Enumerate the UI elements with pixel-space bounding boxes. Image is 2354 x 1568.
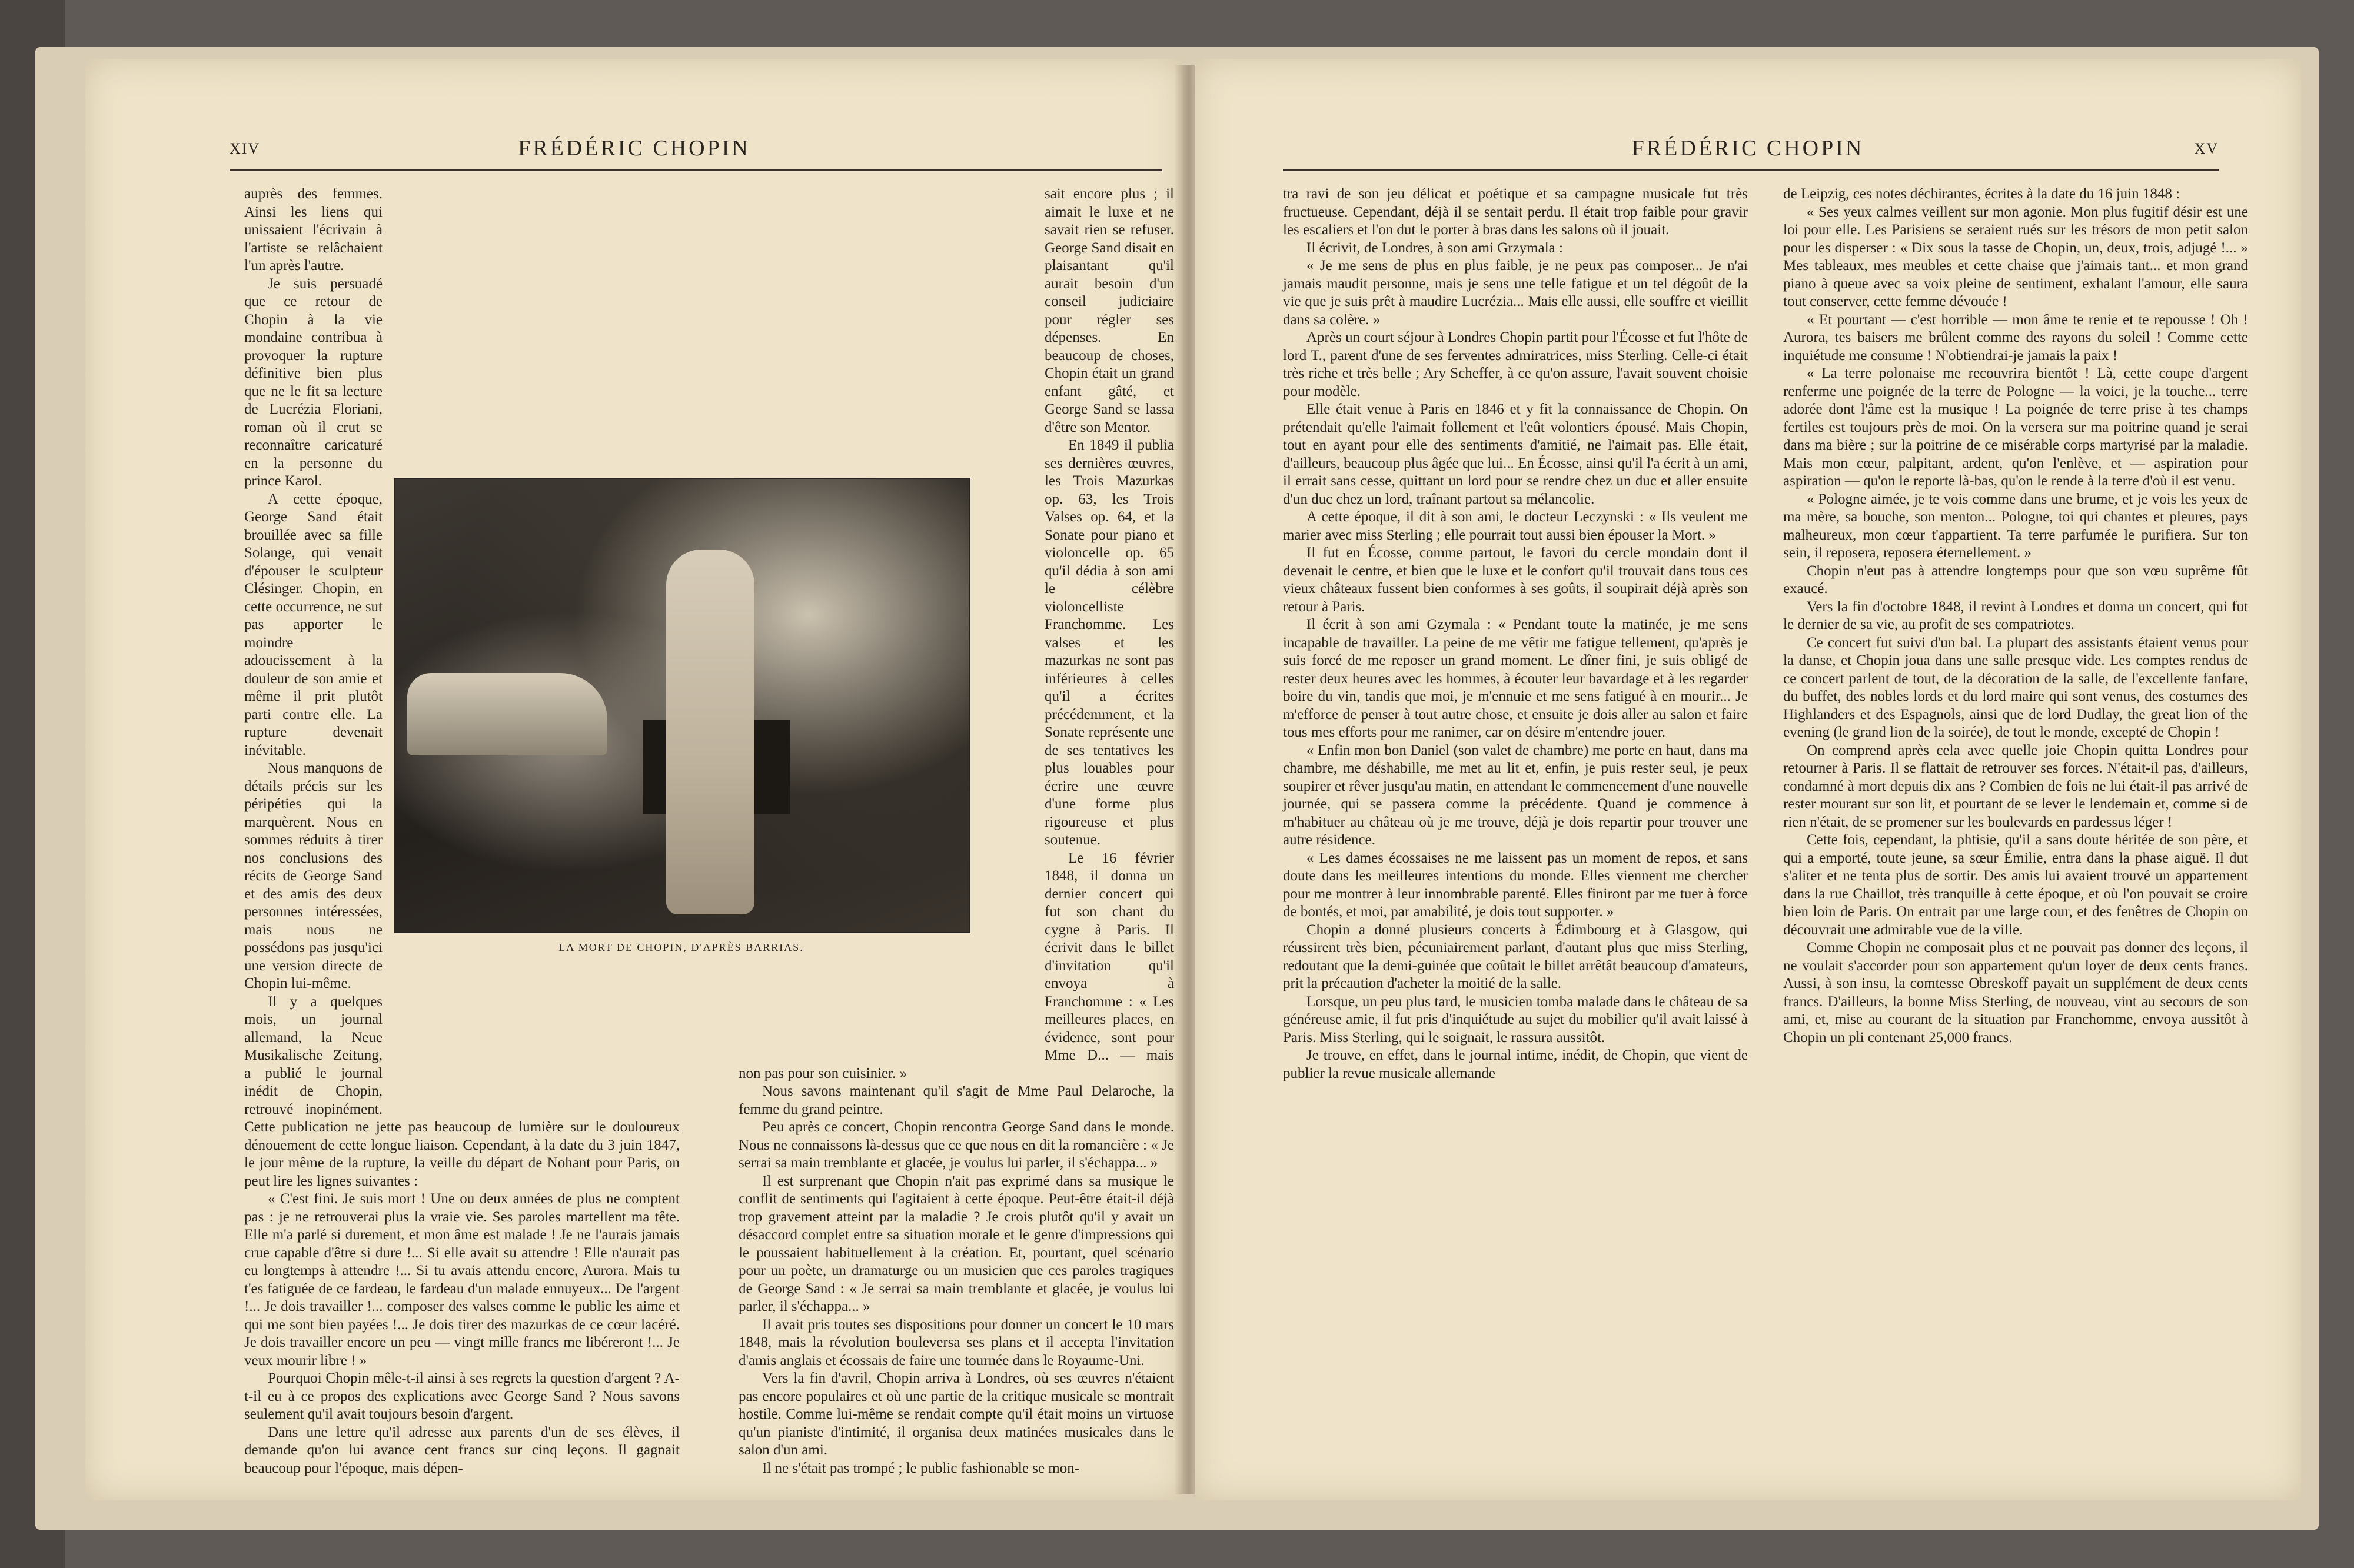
header-rule	[1283, 169, 2219, 171]
paragraph: « Je me sens de plus en plus faible, je ne peux pas composer... Je n'ai jamais maudit personne, mais je sens une telle fatigue et un tel dégoût de la vie que je suis prêt à maudire Lucrézia... Mais elle aussi, elle souffre et vieillit dans sa colère. »	[1283, 258, 1748, 328]
running-title: FRÉDÉRIC CHOPIN	[518, 136, 750, 161]
text-column-2	[1783, 185, 2248, 1047]
paragraph: Le 16 février 1848, il donna un dernier concert qui fut son chant du cygne à Paris. Il écrivit dans le billet d'invitation qu'il envoya à Franchomme : « Les meilleures places, en évidence, sont pour Mme D... — mais non pas pour son cuisinier. »	[739, 850, 1174, 1081]
paragraph: Ce concert fut suivi d'un bal. La plupart des assistants étaient venus pour la danse, et Chopin joua dans une salle presque vide. Les comptes rendus de ce concert parlent de tout, de la décoration de la salle, de l'excellente fanfare, du buffet, des nobles lords et du lord maire qui sont venus, des costumes des Highlanders et des Espagnols, ainsi que de lord Dudlay, the great lion of the evening (le grand lion de la soirée), de tout le monde, excepté de Chopin !	[1783, 634, 2248, 740]
paragraph: En 1849 il publia ses dernières œuvres, les Trois Mazurkas op. 63, les Trois Valses op. 64, et la Sonate pour piano et violoncelle op. 65 qu'il dédia à son ami le célèbre violoncelliste Franchomme. Les valses et les mazurkas ne sont pas inférieures à celles qu'il a écrites précédemment, et la Sonate représente une de ses tentatives les plus louables pour écrire une œuvre d'une forme plus rigoureuse et plus soutenue.	[1045, 437, 1174, 848]
paragraph: Chopin a donné plusieurs concerts à Édimbourg et à Glasgow, qui réussirent très bien, pécuniairement parlant, d'autant plus que miss Sterling, redoutant que la demi-guinée que coûtait le billet arrêtât beaucoup d'amateurs, prit la précaution d'acheter la moitié de la salle.	[1283, 921, 1748, 991]
page-number: XIV	[230, 140, 261, 157]
paragraph: Cette fois, cependant, la phtisie, qu'il a sans doute héritée de son père, et qui a emporté, toute jeune, sa sœur Émilie, entra dans la phase aiguë. Il dut s'aliter et ne tenta plus de sortir. Des amis lui avaient trouvé un appartement dans la rue Chaillot, très tranquille à cette époque, et où l'on pouvait se croire bien loin de Paris. On entrait par une large cour, et des fenêtres de Chopin on découvrait une admirable vue de la ville.	[1783, 832, 2248, 938]
paragraph: « Les dames écossaises ne me laissent pas un moment de repos, et sans doute dans les meilleures intentions du monde. Elles viennent me chercher pour me montrer à leur innombrable parenté. Elles finiront par me tuer à force de bontés, et moi, par amabilité, je dois tout supporter. »	[1283, 850, 1748, 920]
paragraph: Nous manquons de détails précis sur les péripéties qui la marquèrent. Nous en sommes réduits à tirer nos conclusions des récits de George Sand et des amis des deux personnes intéressées, mais nous ne possédons pas jusqu'ici une version directe de Chopin lui-même.	[244, 760, 383, 991]
paragraph: Il y a quelques mois, un journal allemand, la Neue Musikalische Zeitung, a publié le journal inédit de Chopin, retrouvé inopinément. Cette publication ne jette pas beaucoup de lumière sur le douloureux dénouement de cette longue liaison. Cependant, à la date du 3 juin 1847, le jour même de la rupture, la veille du départ de Nohant pour Paris, on peut lire les lignes suivantes :	[244, 993, 680, 1189]
paragraph: On comprend après cela avec quelle joie Chopin quitta Londres pour retourner à Paris. Il se flattait de retrouver ses forces. N'était-il pas, d'ailleurs, condamné à mort depuis dix ans ? Combien de fois ne lui était-il pas arrivé de rester mourant sur son lit, et pourtant de se lever le lendemain et, comme si de rien n'était, de se promener sur les boulevards en pardessus léger !	[1783, 742, 2248, 830]
text-column-1	[1283, 185, 1748, 1083]
paragraph: de Leipzig, ces notes déchirantes, écrites à la date du 16 juin 1848 :	[1783, 186, 2180, 202]
paragraph: sait encore plus ; il aimait le luxe et ne savait rien se refuser. George Sand disait en plaisantant qu'il aurait besoin d'un conseil judiciaire pour régler ses dépenses. En beaucoup de choses, Chopin était un grand enfant gâté, et George Sand se lassa d'être son Mentor.	[1045, 186, 1174, 435]
paragraph: « C'est fini. Je suis mort ! Une ou deux années de plus ne comptent pas : je ne retrouverai plus la vraie vie. Ses paroles martellent ma tête. Elle m'a parlé si durement, et mon âme est malade ! Je ne l'aurais jamais crue capable d'être si dure !... Si elle avait su attendre ! Elle n'aurait pas eu longtemps à attendre !... Si tu avais attendu encore, Aurora. Mais tu t'es fatiguée de ce fardeau, le fardeau d'un malade ennuyeux... De l'argent !... Je dois travailler !... composer des valses comme le public les aime et qui me sont bien payées !... Je dois tirer des mazurkas de ce cœur lacéré. Je dois travailler encore un peu — vingt mille francs me libéreront !... Je veux mourir libre ! »	[244, 1191, 680, 1369]
paragraph: Il est surprenant que Chopin n'ait pas exprimé dans sa musique le conflit de sentiments qui l'agitaient à cette époque. Peut-être était-il déjà trop gravement atteint par la maladie ? Je crois plutôt qu'il y avait un désaccord complet entre sa situation morale et le genre d'impressions qui le poussaient habituellement à la création. Et, pourtant, quel scénario pour un poète, un dramaturge ou un musicien que ces paroles tragiques de George Sand : « Je serrai sa main tremblante et glacée, je voulus lui parler, il s'échappa... »	[739, 1173, 1174, 1314]
paragraph: « Pologne aimée, je te vois comme dans une brume, et je vois les yeux de ma mère, sa bouche, son menton... Pologne, toi qui chantes et pleures, pays malheureux, mon cœur t'appartient. Ta terre parfumée le purifiera. Sur ton sein, il reposera, reposera éternellement. »	[1783, 491, 2248, 561]
illustration-bed	[407, 673, 607, 755]
paragraph: Il ne s'était pas trompé ; le public fashionable se mon-	[762, 1460, 1080, 1476]
paragraph: Il écrit à son ami Gzymala : « Pendant toute la matinée, je me sens incapable de travailler. La peine de me vêtir me fatigue tellement, qu'après je suis forcé de me reposer un grand moment. Le dîner fini, je suis obligé de rester deux heures avec les hommes, à écouter leur bavardage et à les regarder boire du vin, tandis que moi, je m'ennuie et me sens fatigué à en mourir... Je m'efforce de penser à tout autre chose, et ensuite je dois aller au salon et faire tous mes efforts pour me ranimer, car on désire m'entendre jouer.	[1283, 617, 1748, 740]
left-page	[85, 59, 1183, 1500]
paragraph: Nous savons maintenant qu'il s'agit de Mme Paul Delaroche, la femme du grand peintre.	[739, 1083, 1174, 1117]
paragraph: « Et pourtant — c'est horrible — mon âme te renie et te repousse ! Oh ! Aurora, tes baisers me brûlent comme des rayons du soleil ! Comme cette inquiétude me consume ! N'obtiendrai-je jamais la paix !	[1783, 311, 2248, 364]
paragraph: Il avait pris toutes ses dispositions pour donner un concert le 10 mars 1848, mais la révolution bouleversa ses plans et il accepta l'invitation d'amis anglais et écossais de faire une tournée dans le Royaume-Uni.	[739, 1316, 1174, 1369]
paragraph: Pourquoi Chopin mêle-t-il ainsi à ses regrets la question d'argent ? A-t-il eu à ce propos des explications avec George Sand ? Nous savons seulement qu'il avait toujours besoin d'argent.	[244, 1370, 680, 1422]
paragraph: A cette époque, il dit à son ami, le docteur Leczynski : « Ils veulent me marier avec miss Sterling ; elle pourrait tout aussi bien épouser la Mort. »	[1283, 509, 1748, 543]
figure-caption: LA MORT DE CHOPIN, D'APRÈS BARRIAS.	[558, 941, 804, 953]
paragraph: auprès des femmes. Ainsi les liens qui unissaient l'écrivain à l'artiste se relâchaient l'un après l'autre.	[244, 186, 383, 274]
page-number: XV	[2194, 140, 2219, 157]
paragraph: Dans une lettre qu'il adresse aux parents d'un de ses élèves, il demande qu'on lui avance cent francs sur cinq leçons. Il gagnait beaucoup pour l'époque, mais dépen-	[244, 1424, 680, 1476]
running-head	[1195, 135, 2301, 171]
paragraph: Comme Chopin ne composait plus et ne pouvait pas donner des leçons, il ne voulait s'accorder pour son appartement qu'un loyer de deux cents francs. Aussi, à son insu, la comtesse Obreskoff payait un supplément de deux cents francs. D'ailleurs, la bonne Miss Sterling, de nouveau, vint au secours de son ami, et, mise au courant de la situation par Franchomme, envoya aussitôt à Chopin un pli contenant 25,000 francs.	[1783, 940, 2248, 1046]
running-head	[85, 135, 1183, 171]
running-title: FRÉDÉRIC CHOPIN	[1631, 136, 1864, 161]
paragraph: Il écrivit, de Londres, à son ami Grzymala :	[1306, 239, 1563, 256]
header-rule	[230, 169, 1162, 171]
paragraph: Vers la fin d'octobre 1848, il revint à Londres et donna un concert, qui fut le dernier de sa vie, au profit de ses compatriotes.	[1783, 598, 2248, 632]
paragraph: Chopin n'eut pas à attendre longtemps pour que son vœu suprême fût exaucé.	[1783, 562, 2248, 597]
paragraph: « Ses yeux calmes veillent sur mon agonie. Mon plus fugitif désir est une loi pour elle. Les Parisiens se seraient rués sur les trésors de mon petit salon pour les disperser : « Dix sous la tasse de Chopin, un, deux, trois, adjugé !... » Mes tableaux, mes meubles et cette chaise que j'aimais tant... et mon grand piano à queue avec sa voix pleine de sentiment, exhalant l'amour, elle saura tout conserver, cette femme dévouée !	[1783, 204, 2248, 309]
paragraph: Peu après ce concert, Chopin rencontra George Sand dans le monde. Nous ne connaissons là-dessus que ce que nous en dit la romancière : « Je serrai sa main tremblante et glacée, je voulus lui parler, il s'échappa... »	[739, 1119, 1174, 1171]
paragraph: « La terre polonaise me recouvrira bientôt ! Là, cette coupe d'argent renferme une poignée de la terre de Pologne — la voici, je la touche... terre adorée dont l'âme est la musique ! La poignée de terre prise à tes champs fertiles est toujours près de moi. On la versera sur ma poitrine quand je serai dans ma bière ; sur la poitrine de ce misérable corps martyrisé par la maladie. Mais mon cœur, palpitant, ardent, qu'on l'enlève, et — aspiration pour aspiration — qu'on le reporte là-bas, qu'on le rende à la terre d'où il est venu.	[1783, 365, 2248, 489]
paragraph: « Enfin mon bon Daniel (son valet de chambre) me porte en haut, dans ma chambre, me déshabille, me met au lit et, enfin, je puis rester seul, je peux soupirer et rêver jusqu'au matin, en attendant le commencement d'une nouvelle journée, qui se passera comme la précédente. Quand je commence à m'habituer au château où je me trouve, déjà je dois repartir pour trouver une autre résidence.	[1283, 742, 1748, 848]
paragraph: tra ravi de son jeu délicat et poétique et sa campagne musicale fut très fructueuse. Cependant, déjà il se sentait perdu. Il était trop faible pour gravir les escaliers et l'on dut le porter à bras dans les salons où il jouait.	[1283, 186, 1748, 238]
paragraph: Vers la fin d'avril, Chopin arriva à Londres, où ses œuvres n'étaient pas encore populaires et où une partie de la critique musicale se montrait hostile. Comme lui-même se rendait compte qu'il était moins un virtuose qu'un pianiste d'intimité, il organisa deux matinées musicales dans le salon d'un ami.	[739, 1370, 1174, 1458]
paragraph: Il fut en Écosse, comme partout, le favori du cercle mondain dont il devenait le centre, et bien que le luxe et le confort qu'il trouvait dans tous ces vieux châteaux fussent bien conformes à ses goûts, il soupirait déjà après son retour à Paris.	[1283, 545, 1748, 615]
engraving-illustration	[394, 478, 970, 933]
right-page	[1195, 59, 2301, 1500]
paragraph: Elle était venue à Paris en 1846 et y fit la connaissance de Chopin. On prétendait qu'elle l'aimait follement et l'eût volontiers épousé. Mais Chopin, tout en ayant pour elle des sentiments d'amitié, ne l'aimait pas. Elle était, d'ailleurs, beaucoup plus âgée que lui... En Écosse, ainsi qu'il l'a écrit à un ami, il errait sans cesse, quittant un lord pour se rendre chez un duc et aller ensuite d'un duc chez un lord, traînant partout sa mélancolie.	[1283, 401, 1748, 507]
paragraph: A cette époque, George Sand était brouillée avec sa fille Solange, qui venait d'épouser le sculpteur Clésinger. Chopin, en cette occurrence, ne sut pas apporter le moindre adoucissement à la douleur de son amie et même il prit plutôt parti contre elle. La rupture devenait inévitable.	[244, 491, 383, 758]
illustration-standing-figure	[666, 550, 754, 914]
paragraph: Lorsque, un peu plus tard, le musicien tomba malade dans le château de sa généreuse amie, il fut pris d'inquiétude au sujet du mobilier qu'il avait laissé à Paris. Miss Sterling, qui le soignait, le rassura aussitôt.	[1283, 993, 1748, 1046]
paragraph: Je trouve, en effet, dans le journal intime, inédit, de Chopin, que vient de publier la revue musicale allemande	[1283, 1047, 1748, 1081]
paragraph: Après un court séjour à Londres Chopin partit pour l'Écosse et fut l'hôte de lord T., parent d'une de ses ferventes admiratrices, miss Sterling. Celle-ci était très riche et très belle ; Ary Scheffer, à ce qu'on assure, l'avait souvent choisie pour modèle.	[1283, 329, 1748, 400]
paragraph: Je suis persuadé que ce retour de Chopin à la vie mondaine contribua à provoquer la rupture définitive bien plus que ne le fit sa lecture de Lucrézia Floriani, roman où il crut se reconnaître caricaturé en la personne du prince Karol.	[244, 275, 383, 489]
